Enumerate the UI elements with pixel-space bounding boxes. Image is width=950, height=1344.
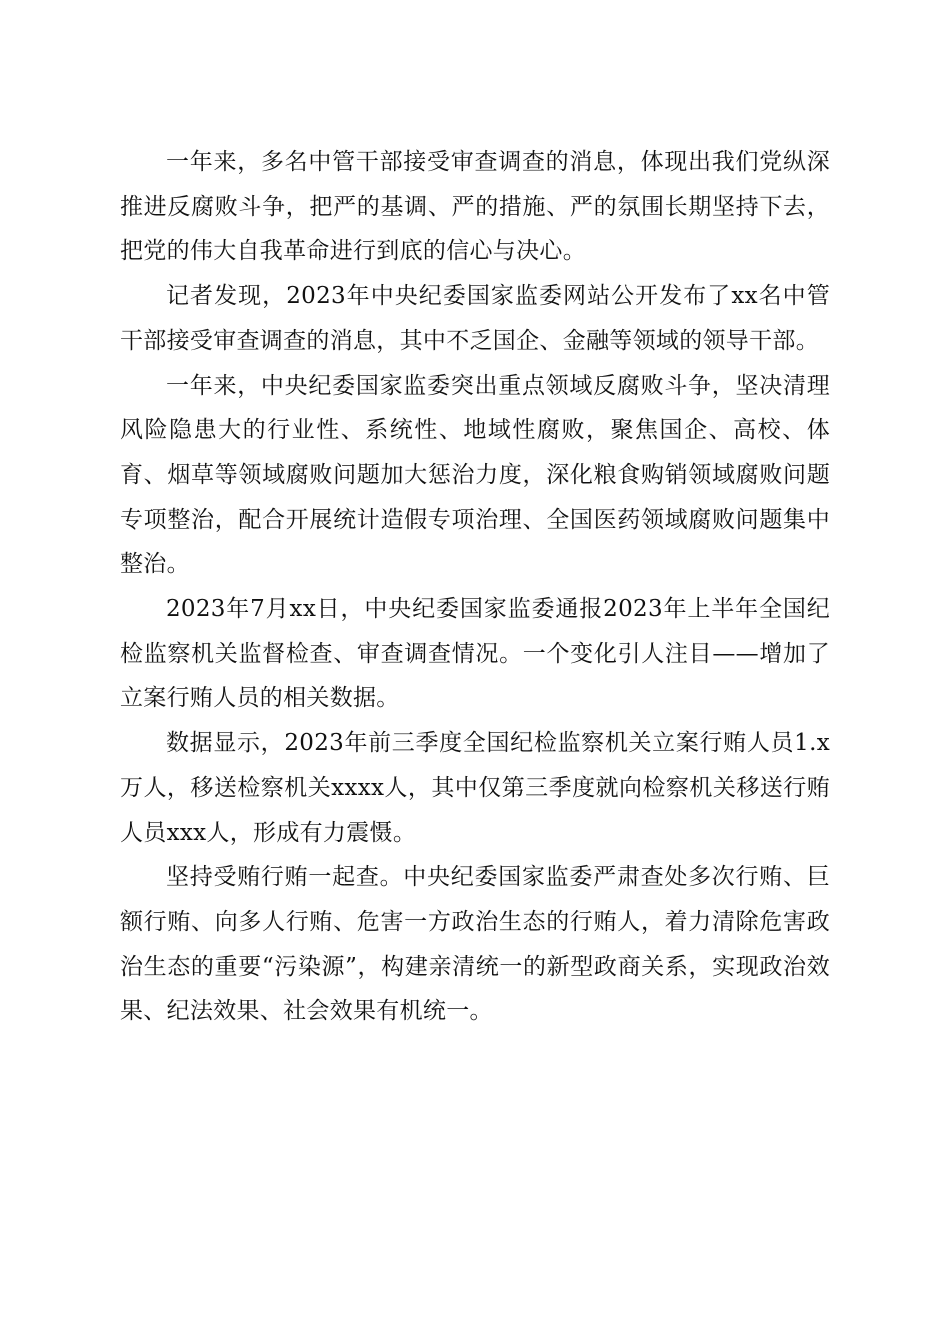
paragraph-5: 数据显示，2023年前三季度全国纪检监察机关立案行贿人员1.x万人，移送检察机关xxxx人，其中仅第三季度就向检察机关移送行贿人员xxx人，形成有力震慑。 — [120, 730, 830, 846]
paragraph-6: 坚持受贿行贿一起查。中央纪委国家监委严肃查处多次行贿、巨额行贿、向多人行贿、危害一方政治生态的行贿人，着力清除危害政治生态的重要“污染源”，构建亲清统一的新型政商关系，实现政治效果、纪法效果、社会效果有机统一。 — [120, 864, 830, 1025]
paragraph-3: 一年来，中央纪委国家监委突出重点领域反腐败斗争，坚决清理风险隐患大的行业性、系统性、地域性腐败，聚焦国企、高校、体育、烟草等领域腐败问题加大惩治力度，深化粮食购销领域腐败问题专项整治，配合开展统计造假专项治理、全国医药领域腐败问题集中整治。 — [120, 372, 830, 578]
paragraph-1: 一年来，多名中管干部接受审查调查的消息，体现出我们党纵深推进反腐败斗争，把严的基调、严的措施、严的氛围长期坚持下去，把党的伟大自我革命进行到底的信心与决心。 — [120, 149, 830, 265]
paragraph-2: 记者发现，2023年中央纪委国家监委网站公开发布了xx名中管干部接受审查调查的消息，其中不乏国企、金融等领域的领导干部。 — [120, 283, 830, 354]
document-body — [120, 140, 830, 1034]
paragraph-4: 2023年7月xx日，中央纪委国家监委通报2023年上半年全国纪检监察机关监督检查、审查调查情况。一个变化引人注目——增加了立案行贿人员的相关数据。 — [120, 596, 830, 712]
